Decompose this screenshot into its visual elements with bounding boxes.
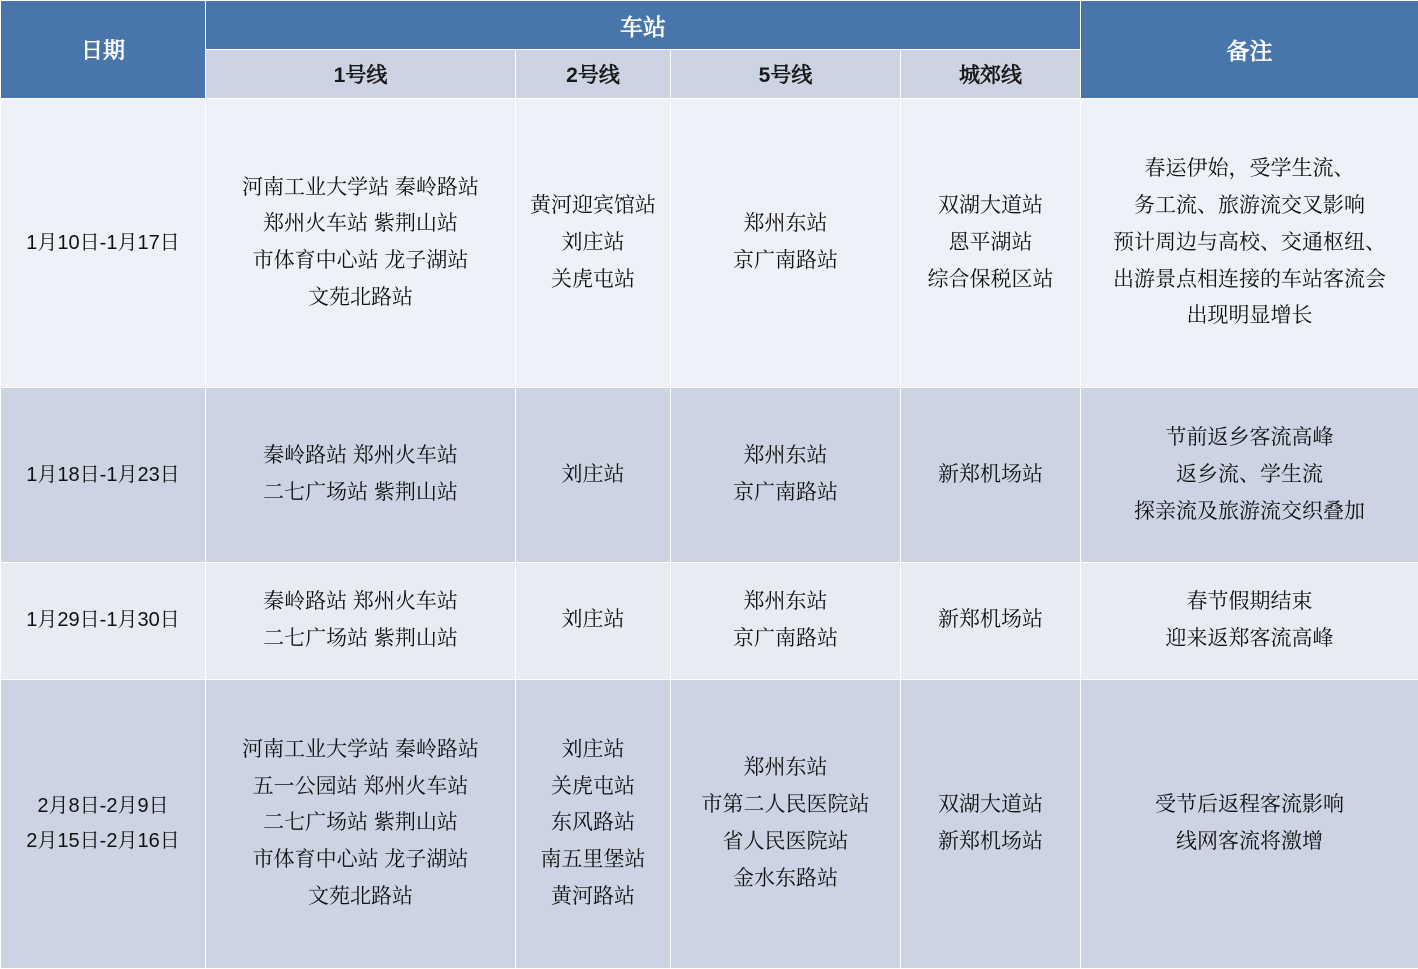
row-remark xyxy=(1081,562,1418,679)
row-date xyxy=(1,679,206,969)
cell-line: 1月18日-1月23日 xyxy=(26,463,180,486)
header-date: 日期 xyxy=(1,1,206,99)
table-row xyxy=(1,679,1418,969)
table-header-row-top xyxy=(1,1,1418,50)
cell-line: 刘庄站 xyxy=(561,737,625,761)
row-line1-stations xyxy=(206,679,516,969)
row-date xyxy=(1,562,206,679)
cell-line: 受节后返程客流影响 xyxy=(1155,793,1344,816)
table-row xyxy=(1,99,1418,388)
cell-line: 郑州东站 xyxy=(743,589,828,613)
cell-line: 省人民医院站 xyxy=(722,829,849,853)
cell-line: 秦岭路站 郑州火车站 xyxy=(263,589,458,613)
cell-line: 文苑北路站 xyxy=(308,884,413,908)
cell-line: 新郑机场站 xyxy=(938,829,1043,853)
cell-line: 刘庄站 xyxy=(561,608,625,632)
cell-line: 探亲流及旅游流交织叠加 xyxy=(1134,499,1365,523)
cell-line: 黄河迎宾馆站 xyxy=(530,194,656,218)
cell-line: 刘庄站 xyxy=(561,230,625,254)
row-remark xyxy=(1081,679,1418,969)
header-line-suburban: 城郊线 xyxy=(901,50,1081,99)
header-remark: 备注 xyxy=(1081,1,1418,99)
cell-line: 综合保税区站 xyxy=(927,267,1054,291)
table-row xyxy=(1,388,1418,562)
cell-line: 京广南路站 xyxy=(733,249,838,273)
cell-line: 迎来返郑客流高峰 xyxy=(1165,626,1334,650)
cell-line: 2月8日-2月9日 xyxy=(37,794,169,817)
cell-line: 秦岭路站 郑州火车站 xyxy=(263,444,458,468)
cell-line: 河南工业大学站 秦岭路站 xyxy=(242,737,479,761)
cell-line: 节前返乡客流高峰 xyxy=(1165,426,1334,449)
row-line2-stations xyxy=(516,679,671,969)
row-line5-stations xyxy=(671,679,901,969)
row-remark xyxy=(1081,99,1418,388)
cell-line: 双湖大道站 xyxy=(938,194,1043,218)
row-date xyxy=(1,388,206,562)
cell-line: 金水东路站 xyxy=(733,866,838,890)
row-line2-stations xyxy=(516,99,671,388)
cell-line: 五一公园站 郑州火车站 xyxy=(252,774,469,798)
cell-line: 郑州火车站 紫荆山站 xyxy=(263,212,458,236)
cell-line: 郑州东站 xyxy=(743,444,828,468)
cell-line: 二七广场站 紫荆山站 xyxy=(263,811,458,835)
cell-line: 新郑机场站 xyxy=(938,462,1043,486)
row-suburban-stations xyxy=(901,99,1081,388)
cell-line: 1月10日-1月17日 xyxy=(26,231,180,254)
cell-line: 郑州东站 xyxy=(743,756,828,780)
cell-line: 京广南路站 xyxy=(733,626,838,650)
cell-line: 2月15日-2月16日 xyxy=(26,829,180,852)
cell-line: 春运伊始，受学生流、 xyxy=(1144,157,1355,181)
header-line-2: 2号线 xyxy=(516,50,671,99)
row-suburban-stations xyxy=(901,388,1081,562)
cell-line: 关虎屯站 xyxy=(551,267,635,291)
row-suburban-stations xyxy=(901,562,1081,679)
header-station-group: 车站 xyxy=(206,1,1081,50)
cell-line: 春节假期结束 xyxy=(1186,589,1313,613)
cell-line: 二七广场站 紫荆山站 xyxy=(263,481,458,505)
cell-line: 预计周边与高校、交通枢纽、 xyxy=(1113,230,1386,254)
row-date xyxy=(1,99,206,388)
cell-line: 出现明显增长 xyxy=(1186,304,1313,328)
cell-line: 返乡流、学生流 xyxy=(1176,462,1323,486)
cell-line: 双湖大道站 xyxy=(938,793,1043,816)
cell-line: 出游景点相连接的车站客流会 xyxy=(1113,267,1386,291)
cell-line: 线网客流将激增 xyxy=(1176,829,1323,853)
cell-line: 河南工业大学站 秦岭路站 xyxy=(242,175,479,199)
row-line1-stations xyxy=(206,562,516,679)
cell-line: 新郑机场站 xyxy=(938,608,1043,632)
cell-line: 文苑北路站 xyxy=(308,285,413,309)
cell-line: 市体育中心站 龙子湖站 xyxy=(252,848,469,872)
row-line5-stations xyxy=(671,99,901,388)
cell-line: 市体育中心站 龙子湖站 xyxy=(252,249,469,273)
row-line1-stations xyxy=(206,99,516,388)
cell-line: 黄河路站 xyxy=(551,884,635,908)
cell-line: 务工流、旅游流交叉影响 xyxy=(1134,194,1365,218)
header-line-1: 1号线 xyxy=(206,50,516,99)
row-line1-stations xyxy=(206,388,516,562)
cell-line: 二七广场站 紫荆山站 xyxy=(263,626,458,650)
table-row xyxy=(1,562,1418,679)
row-line2-stations xyxy=(516,388,671,562)
header-line-5: 5号线 xyxy=(671,50,901,99)
row-line5-stations xyxy=(671,388,901,562)
row-remark xyxy=(1081,388,1418,562)
cell-line: 刘庄站 xyxy=(561,462,625,486)
cell-line: 市第二人民医院站 xyxy=(701,793,870,816)
cell-line: 京广南路站 xyxy=(733,481,838,505)
cell-line: 1月29日-1月30日 xyxy=(26,609,180,632)
cell-line: 恩平湖站 xyxy=(948,230,1033,254)
cell-line: 郑州东站 xyxy=(743,212,828,236)
cell-line: 南五里堡站 xyxy=(540,848,646,872)
cell-line: 东风路站 xyxy=(551,811,635,835)
cell-line: 关虎屯站 xyxy=(551,774,635,798)
row-line2-stations xyxy=(516,562,671,679)
row-suburban-stations xyxy=(901,679,1081,969)
row-line5-stations xyxy=(671,562,901,679)
